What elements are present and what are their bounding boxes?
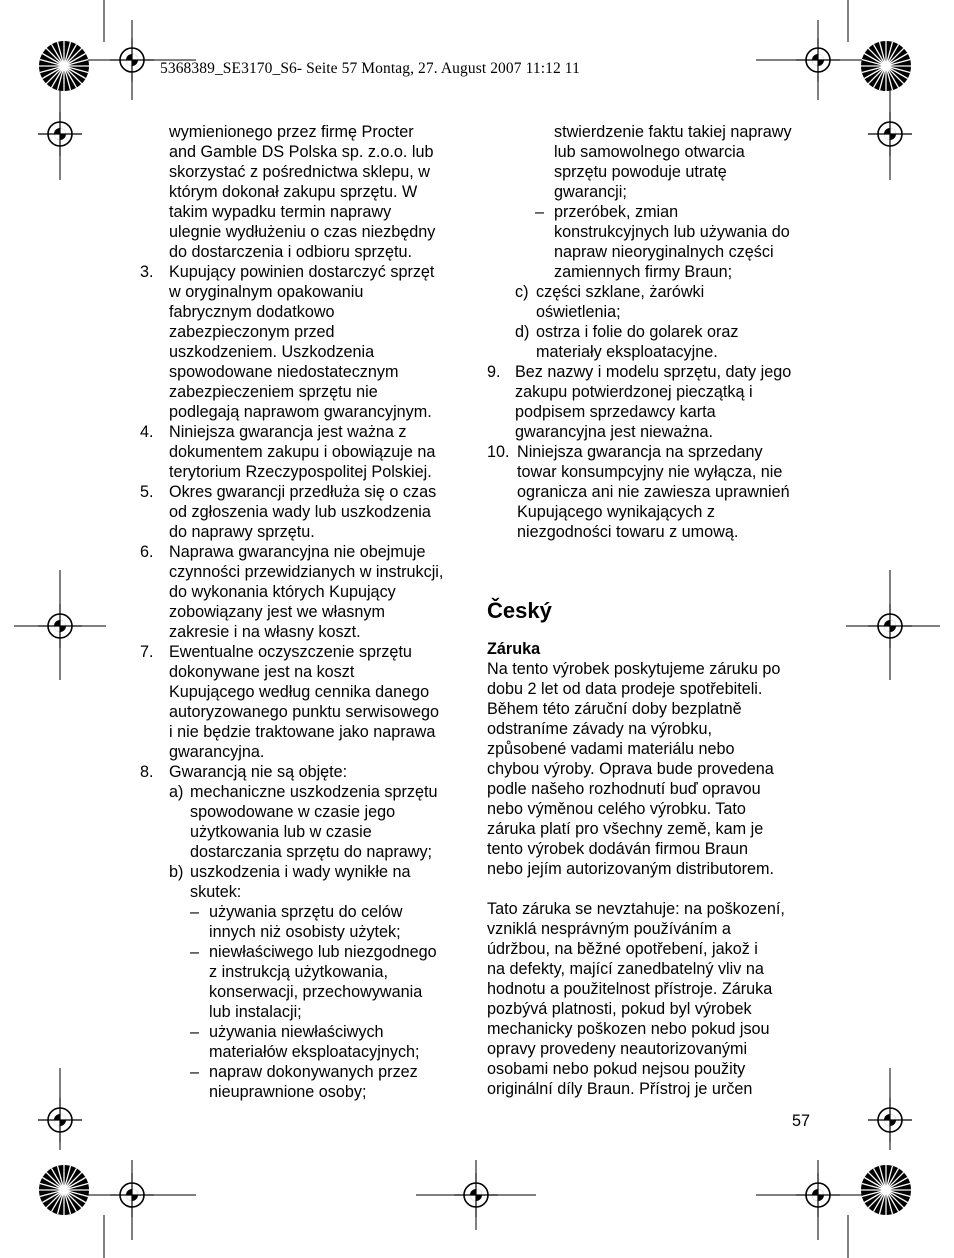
text-line: mechaniczne uszkodzenia sprzętu: [190, 783, 438, 801]
text-line: Niniejsza gwarancja na sprzedany: [517, 443, 763, 461]
text-line: lub samowolnego otwarcia: [554, 143, 745, 161]
text-line: konstrukcyjnych lub używania do: [554, 223, 790, 241]
list-item-10: [487, 442, 817, 542]
dash-marker: –: [190, 903, 200, 921]
paragraph-2: [487, 899, 817, 1099]
text-line: ogranicza ani nie zawiesza uprawnień: [517, 483, 790, 501]
text-line: niezgodności towaru z umową.: [517, 523, 739, 541]
text-line: Kupującego według cennika danego: [169, 683, 430, 701]
item-number: 5.: [140, 483, 154, 501]
text-line: niewłaściwego lub niezgodnego: [209, 943, 437, 961]
text-line: wymienionego przez firmę Procter: [169, 123, 414, 141]
text-line: opravy provedeny neautorizovanými: [487, 1040, 748, 1058]
text-line: nebo jejím autorizovaným distributorem.: [487, 860, 775, 878]
text-line: użytkowania lub w czasie: [190, 823, 372, 841]
text-line: fabrycznym dodatkowo: [169, 303, 335, 321]
dash-marker: –: [190, 943, 200, 961]
text-line: chybou výroby. Oprava bude provedena: [487, 760, 774, 778]
text-line: Niniejsza gwarancja jest ważna z: [169, 423, 407, 441]
print-slug: 5368389_SE3170_S6- Seite 57 Montag, 27. August 2007 11:12 11: [160, 60, 580, 77]
section-title: Český: [487, 598, 552, 623]
text-line: Na tento výrobek poskytujeme záruku po: [487, 660, 781, 678]
item-number: 7.: [140, 643, 154, 661]
text-line: originální díly Braun. Přístroj je určen: [487, 1080, 753, 1098]
item-number: 10.: [487, 443, 510, 461]
item-number: 8.: [140, 763, 154, 781]
text-line: hodnotu a použitelnost přístroje. Záruka: [487, 980, 773, 998]
list-item-5: [140, 482, 470, 542]
text-line: gwarancji;: [554, 183, 627, 201]
text-line: vzniklá nesprávným používáním a: [487, 920, 731, 938]
text-line: Během této záruční doby bezplatně: [487, 700, 742, 718]
text-line: spowodowane niedostatecznym: [169, 363, 399, 381]
text-line: towar konsumpcyjny nie wyłącza, nie: [517, 463, 783, 481]
list-item-7: [140, 642, 470, 762]
text-line: spowodowane w czasie jego: [190, 803, 396, 821]
text-line: skorzystać z pośrednictwa sklepu, w: [169, 163, 430, 181]
sub-item-d: [487, 322, 817, 362]
list-item-8: [140, 762, 470, 1102]
sub-item-label: a): [169, 783, 184, 801]
text-line: stwierdzenie faktu takiej naprawy: [554, 123, 792, 141]
text-line: pozbývá platnosti, pokud byl výrobek: [487, 1000, 752, 1018]
text-line: konserwacji, przechowywania: [209, 983, 423, 1001]
subheading: Záruka: [487, 640, 541, 658]
dash-item: [190, 902, 470, 942]
text-line: ostrza i folie do golarek oraz: [536, 323, 739, 341]
text-line: způsobené vadami materiálu nebo: [487, 740, 735, 758]
text-line: nieuprawnione osoby;: [209, 1083, 367, 1101]
text-line: materiałów eksploatacyjnych;: [209, 1043, 420, 1061]
text-line: odstraníme závady na výrobku,: [487, 720, 712, 738]
text-line: sprzętu powoduje utratę: [554, 163, 727, 181]
text-line: używania sprzętu do celów: [209, 903, 403, 921]
text-line: napraw dokonywanych przez: [209, 1063, 418, 1081]
text-line: napraw nieoryginalnych części: [554, 243, 774, 261]
item-number: 4.: [140, 423, 154, 441]
text-line: do naprawy sprzętu.: [169, 523, 315, 541]
text-line: autoryzowanego punktu serwisowego: [169, 703, 439, 721]
sub-item-label: b): [169, 863, 184, 881]
text-line: Kupującego wynikających z: [517, 503, 715, 521]
dash-marker: –: [190, 1063, 200, 1081]
text-line: Kupujący powinien dostarczyć sprzęt: [169, 263, 435, 281]
text-line: i nie będzie traktowane jako naprawa: [169, 723, 436, 741]
text-line: and Gamble DS Polska sp. z.o.o. lub: [169, 143, 434, 161]
text-line: gwarancyjna jest nieważna.: [515, 423, 713, 441]
list-item-4: [140, 422, 470, 482]
item-number: 6.: [140, 543, 154, 561]
text-line: ulegnie wydłużeniu o czas niezbędny: [169, 223, 436, 241]
text-line: od zgłoszenia wady lub uszkodzenia: [169, 503, 431, 521]
text-line: innych niż osobisty użytek;: [209, 923, 401, 941]
text-line: materiały eksploatacyjne.: [536, 343, 718, 361]
text-line: tento výrobek dodáván firmou Braun: [487, 840, 748, 858]
text-line: zakresie i na własny koszt.: [169, 623, 361, 641]
dash-marker: –: [190, 1023, 200, 1041]
text-line: Bez nazwy i modelu sprzętu, daty jego: [515, 363, 792, 381]
text-line: lub instalacji;: [209, 1003, 302, 1021]
text-line: terytorium Rzeczypospolitej Polskiej.: [169, 463, 432, 481]
dash-item: [190, 1022, 470, 1062]
text-line: Okres gwarancji przedłuża się o czas: [169, 483, 437, 501]
text-line: którym dokonał zakupu sprzętu. W: [169, 183, 418, 201]
item-2-continuation: [140, 122, 470, 262]
right-column: [487, 122, 817, 1099]
list-item-9: [487, 362, 817, 442]
sub-item-label: c): [515, 283, 529, 301]
text-line: mechanicky poškozen nebo pokud jsou: [487, 1020, 770, 1038]
text-line: podle našeho rozhodnutí buď opravou: [487, 780, 761, 798]
text-line: przeróbek, zmian: [554, 203, 679, 221]
text-line: gwarancyjna.: [169, 743, 265, 761]
text-line: podlegają naprawom gwarancyjnym.: [169, 403, 432, 421]
dash-continuation: [487, 122, 817, 202]
text-line: Tato záruka se nevztahuje: na poškození,: [487, 900, 785, 918]
text-line: do wykonania których Kupujący: [169, 583, 396, 601]
text-line: czynności przewidzianych w instrukcji,: [169, 563, 444, 581]
text-line: dokumentem zakupu i obowiązuje na: [169, 443, 436, 461]
text-line: w oryginalnym opakowaniu: [169, 283, 364, 301]
text-line: osobami nebo pokud nejsou použity: [487, 1060, 746, 1078]
paragraph-1: [487, 659, 817, 879]
text-line: zobowiązany jest we własnym: [169, 603, 385, 621]
text-line: takim wypadku termin naprawy: [169, 203, 392, 221]
text-line: Gwarancją nie są objęte:: [169, 763, 348, 781]
text-line: zamiennych firmy Braun;: [554, 263, 733, 281]
text-line: údržbou, na běžné opotřebení, jakož i: [487, 940, 758, 958]
text-line: uszkodzenia i wady wynikłe na: [190, 863, 411, 881]
text-line: dokonywane jest na koszt: [169, 663, 355, 681]
text-line: zabezpieczonym przed: [169, 323, 335, 341]
text-line: dostarczania sprzętu do naprawy;: [190, 843, 433, 861]
text-line: záruka platí pro všechny země, kam je: [487, 820, 764, 838]
dash-item: [190, 1062, 470, 1102]
text-line: uszkodzeniem. Uszkodzenia: [169, 343, 375, 361]
text-line: do dostarczenia i odbioru sprzętu.: [169, 243, 412, 261]
item-number: 9.: [487, 363, 501, 381]
dash-marker: –: [535, 203, 545, 221]
text-line: z instrukcją użytkowania,: [209, 963, 389, 981]
text-line: podpisem sprzedawcy karta: [515, 403, 716, 421]
dash-item: [487, 202, 817, 282]
text-line: zabezpieczeniem sprzętu nie: [169, 383, 378, 401]
sub-item-c: [487, 282, 817, 322]
text-line: na defekty, mající zanedbatelný vliv na: [487, 960, 764, 978]
dash-item: [190, 942, 470, 1022]
text-line: Naprawa gwarancyjna nie obejmuje: [169, 543, 426, 561]
list-item-6: [140, 542, 470, 642]
text-line: używania niewłaściwych: [209, 1023, 384, 1041]
text-line: nebo výměnou celého výrobku. Tato: [487, 800, 746, 818]
text-line: części szklane, żarówki: [536, 283, 705, 301]
text-line: zakupu potwierdzonej pieczątką i: [515, 383, 753, 401]
text-line: Ewentualne oczyszczenie sprzętu: [169, 643, 412, 661]
item-number: 3.: [140, 263, 154, 281]
list-item-3: [140, 262, 470, 422]
text-line: oświetlenia;: [536, 303, 621, 321]
text-line: dobu 2 let od data prodeje spotřebiteli.: [487, 680, 763, 698]
sub-item-a: [169, 782, 470, 862]
sub-item-b: [169, 862, 470, 1102]
text-line: skutek:: [190, 883, 242, 901]
page-number: 57: [792, 1112, 811, 1130]
sub-item-label: d): [515, 323, 530, 341]
left-column: [140, 122, 470, 1102]
